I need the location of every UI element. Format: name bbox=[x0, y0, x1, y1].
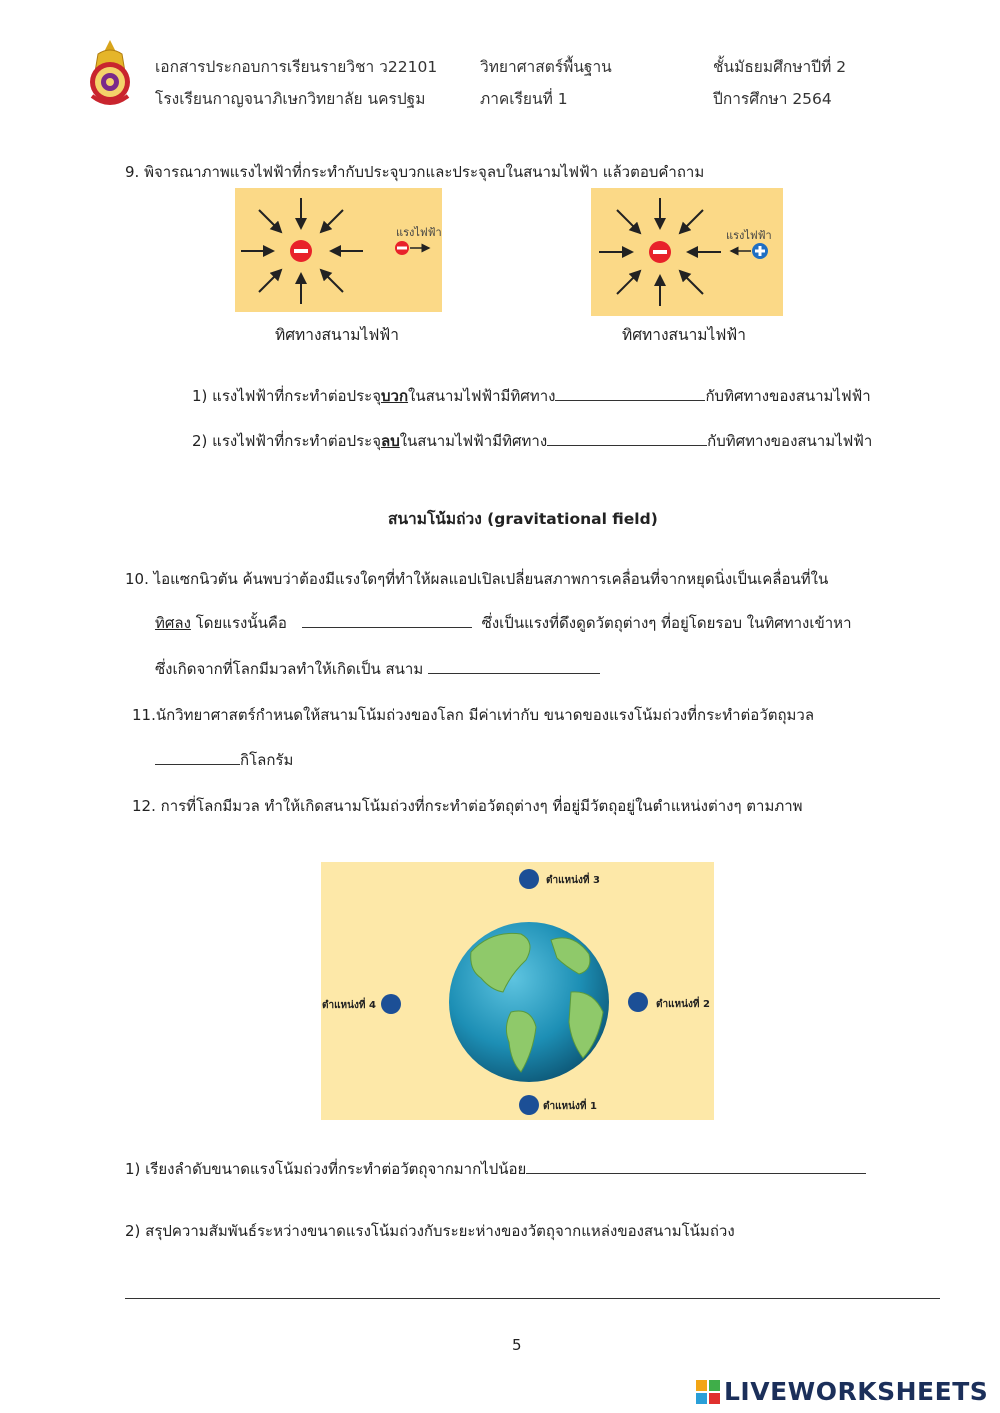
header-course: เอกสารประกอบการเรียนรายวิชา ว22101 bbox=[155, 58, 438, 76]
question-9: 9. พิจารณาภาพแรงไฟฟ้าที่กระทำกับประจุบวกและประจุลบในสนามไฟฟ้า แล้วตอบคำถาม bbox=[125, 163, 705, 181]
electric-field-figure-positive bbox=[591, 188, 783, 320]
position-label-1: ตำแหน่งที่ 1 bbox=[543, 1101, 597, 1112]
answer-line-12-2[interactable] bbox=[125, 1298, 940, 1299]
answer-blank-11[interactable] bbox=[155, 749, 240, 765]
answer-blank-9-1[interactable] bbox=[555, 385, 705, 401]
header-grade: ชั้นมัธยมศึกษาปีที่ 2 bbox=[713, 58, 847, 76]
force-label-left: แรงไฟฟ้า bbox=[396, 226, 442, 239]
question-11-line2: กิโลกรัม bbox=[155, 748, 293, 772]
header-school: โรงเรียนกาญจนาภิเษกวิทยาลัย นครปฐม bbox=[155, 90, 426, 108]
keyword-negative: ลบ bbox=[381, 432, 400, 450]
keyword-downward: ทิศลง bbox=[155, 614, 191, 632]
answer-blank-12-1[interactable] bbox=[526, 1158, 866, 1174]
position-label-4: ตำแหน่งที่ 4 bbox=[322, 1000, 376, 1011]
lws-icon bbox=[696, 1380, 720, 1404]
section-title: สนามโน้มถ่วง (gravitational field) bbox=[388, 510, 658, 528]
figure-caption-right: ทิศทางสนามไฟฟ้า bbox=[622, 326, 746, 344]
school-logo bbox=[86, 38, 134, 116]
header-semester: ภาคเรียนที่ 1 bbox=[480, 90, 568, 108]
answer-blank-10-2[interactable] bbox=[428, 658, 600, 674]
position-label-3: ตำแหน่งที่ 3 bbox=[546, 875, 600, 886]
earth-gravity-figure bbox=[321, 862, 714, 1124]
figure-caption-left: ทิศทางสนามไฟฟ้า bbox=[275, 326, 399, 344]
question-12: 12. การที่โลกมีมวล ทำให้เกิดสนามโน้มถ่วงที่กระทำต่อวัตถุต่างๆ ที่อยู่มีวัตถุอยู่ในตำแหน่งต่างๆ ตามภาพ bbox=[132, 797, 803, 815]
electric-field-figure-negative bbox=[235, 188, 442, 316]
brand-text: LIVEWORKSHEETS bbox=[724, 1377, 989, 1406]
position-label-2: ตำแหน่งที่ 2 bbox=[656, 999, 710, 1010]
force-label-right: แรงไฟฟ้า bbox=[726, 229, 772, 242]
header-year: ปีการศึกษา 2564 bbox=[713, 90, 832, 108]
question-9-1: 1) แรงไฟฟ้าที่กระทำต่อประจุบวกในสนามไฟฟ้ามีทิศทาง กับทิศทางของสนามไฟฟ้า bbox=[192, 387, 871, 405]
page-number: 5 bbox=[512, 1336, 522, 1354]
question-10-line1: 10. ไอแซกนิวตัน ค้นพบว่าต้องมีแรงใดๆที่ทำให้ผลแอปเปิลเปลี่ยนสภาพการเคลื่อนที่จากหยุดนิ่งเป็นเคลื่อนที่ใน bbox=[125, 570, 829, 588]
header-subject: วิทยาศาสตร์พื้นฐาน bbox=[480, 58, 612, 76]
liveworksheets-logo[interactable] bbox=[696, 1377, 988, 1406]
answer-blank-10-1[interactable] bbox=[302, 612, 472, 628]
question-9-2: 2) แรงไฟฟ้าที่กระทำต่อประจุลบในสนามไฟฟ้ามีทิศทาง กับทิศทางของสนามไฟฟ้า bbox=[192, 432, 873, 450]
answer-blank-9-2[interactable] bbox=[547, 430, 707, 446]
question-10-line3: ซึ่งเกิดจากที่โลกมีมวลทำให้เกิดเป็น สนาม bbox=[155, 657, 600, 681]
question-12-1: 1) เรียงลำดับขนาดแรงโน้มถ่วงที่กระทำต่อวัตถุจากมากไปน้อย bbox=[125, 1157, 866, 1181]
question-12-2: 2) สรุปความสัมพันธ์ระหว่างขนาดแรงโน้มถ่วงกับระยะห่างของวัตถุจากแหล่งของสนามโน้มถ่วง bbox=[125, 1222, 735, 1240]
keyword-positive: บวก bbox=[381, 387, 409, 405]
question-11-line1: 11.นักวิทยาศาสตร์กำหนดให้สนามโน้มถ่วงของโลก มีค่าเท่ากับ ขนาดของแรงโน้มถ่วงที่กระทำต่อวัตถุมวล bbox=[132, 706, 815, 724]
question-10-line2: ทิศลง โดยแรงนั้นคือ ซึ่งเป็นแรงที่ดึงดูดวัตถุต่างๆ ที่อยู่โดยรอบ ในทิศทางเข้าหา bbox=[155, 614, 852, 632]
